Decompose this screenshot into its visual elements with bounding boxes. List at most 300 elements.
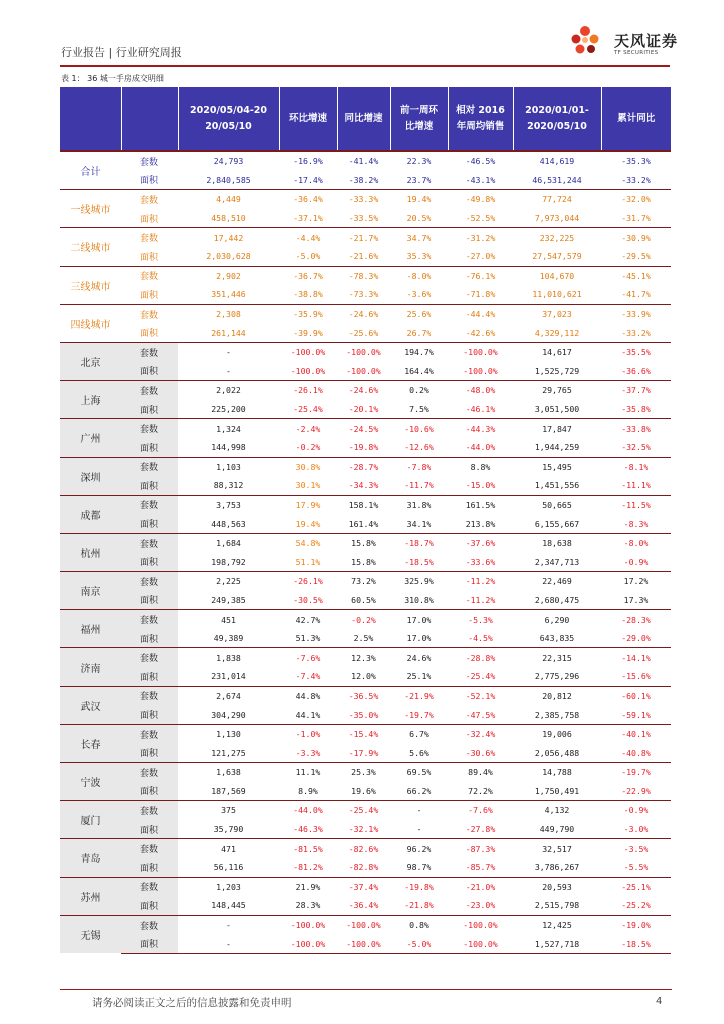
table-row [60, 782, 671, 801]
table-cell: -5.3% [448, 610, 513, 629]
table-cell: -33.6% [465, 556, 496, 567]
table-cell: -100.0% [337, 915, 390, 934]
table-cell: - [178, 342, 279, 361]
table-row [60, 743, 671, 762]
table-cell: 17.0% [390, 610, 448, 629]
table-cell: 23.7% [406, 174, 432, 185]
table-cell: -8.0% [390, 266, 448, 285]
table-cell: -1.0% [279, 724, 337, 743]
table-cell: 88,312 [213, 480, 244, 491]
col-header-city [60, 87, 121, 151]
table-cell: 19.4% [390, 190, 448, 209]
table-cell: -12.6% [404, 442, 434, 453]
table-cell: -42.6% [465, 327, 496, 338]
metric-label: 面积 [121, 552, 178, 571]
col-header-cum-yoy: 累计同比 [601, 87, 671, 151]
table-cell: -100.0% [448, 934, 513, 953]
table-cell: -16.9% [293, 156, 323, 167]
table-cell: 30.1% [295, 480, 321, 491]
table-cell: -35.8% [621, 404, 651, 415]
table-row [60, 533, 671, 552]
table-cell: -29.0% [621, 633, 651, 644]
table-cell: 2,225 [178, 572, 279, 591]
table-cell: 50,665 [513, 495, 601, 514]
table-cell: 1,451,556 [534, 480, 580, 491]
table-row [60, 285, 671, 304]
table-cell: 6,155,667 [534, 518, 580, 529]
table-cell: -37.6% [448, 533, 513, 552]
table-cell: 449,790 [539, 824, 575, 835]
table-cell: -41.7% [621, 289, 651, 300]
table-row [60, 400, 671, 419]
table-cell: -82.6% [337, 839, 390, 858]
table-cell: -25.2% [621, 900, 651, 911]
table-cell: -7.6% [448, 801, 513, 820]
city-name: 武汉 [60, 686, 121, 724]
metric-label: 套数 [121, 839, 178, 858]
table-cell: -81.2% [293, 862, 323, 873]
table-cell: -11.2% [465, 594, 496, 605]
table-cell: 1,750,491 [534, 785, 580, 796]
table-cell: 232,225 [513, 228, 601, 247]
table-cell: -8.1% [601, 457, 671, 476]
metric-label: 面积 [121, 514, 178, 533]
table-cell: -100.0% [346, 365, 381, 376]
table-cell: -3.5% [601, 839, 671, 858]
table-cell: -59.1% [621, 709, 651, 720]
table-cell: -11.1% [621, 480, 651, 491]
table-cell: -45.1% [601, 266, 671, 285]
table-cell: 26.7% [406, 327, 432, 338]
metric-label: 面积 [121, 896, 178, 915]
metric-label: 套数 [121, 266, 178, 285]
metric-label: 套数 [121, 648, 178, 667]
table-cell: -33.3% [337, 190, 390, 209]
table-cell: -60.1% [601, 686, 671, 705]
city-name: 长春 [60, 724, 121, 762]
table-cell: 22,315 [513, 648, 601, 667]
table-cell: 1,203 [178, 877, 279, 896]
table-cell: 4,449 [178, 190, 279, 209]
table-cell: 96.2% [390, 839, 448, 858]
table-cell: -18.7% [390, 533, 448, 552]
table-cell: -11.5% [601, 495, 671, 514]
table-row [60, 362, 671, 381]
table-cell: 414,619 [539, 156, 575, 167]
table-cell: -37.7% [601, 381, 671, 400]
table-row [60, 266, 671, 285]
table-cell: 471 [178, 839, 279, 858]
table-cell: 0.2% [390, 381, 448, 400]
table-cell: 198,792 [211, 556, 246, 567]
table-cell: -40.1% [601, 724, 671, 743]
table-cell: 17,847 [513, 419, 601, 438]
table-row [60, 438, 671, 457]
table-cell: -78.3% [337, 266, 390, 285]
city-name: 青岛 [60, 839, 121, 877]
table-cell: 21.9% [279, 877, 337, 896]
col-header-metric [121, 87, 178, 151]
metric-label: 套数 [121, 381, 178, 400]
table-cell: -3.6% [406, 289, 432, 300]
table-cell: 1,838 [178, 648, 279, 667]
table-cell: 2,680,475 [534, 594, 580, 605]
table-row [60, 667, 671, 686]
table-cell: 11,010,621 [532, 289, 582, 300]
metric-label: 面积 [140, 252, 159, 263]
table-cell: -21.7% [337, 228, 390, 247]
table-cell: 34.1% [406, 518, 432, 529]
table-cell: 60.5% [351, 594, 376, 605]
table-cell: -25.4% [465, 671, 496, 682]
table-cell: 22.3% [406, 156, 432, 167]
table-cell: -26.1% [279, 572, 337, 591]
table-cell: -19.7% [404, 709, 434, 720]
metric-label: 面积 [121, 362, 178, 381]
table-row [60, 629, 671, 648]
table-header-row [60, 87, 671, 151]
table-cell: 19,006 [513, 724, 601, 743]
table-cell: -24.6% [337, 304, 390, 323]
table-cell: -44.0% [465, 442, 496, 453]
table-cell: 19.6% [351, 785, 376, 796]
table-cell: 35.3% [406, 251, 432, 262]
table-cell: -28.3% [601, 610, 671, 629]
table-cell: -46.3% [293, 824, 323, 835]
table-row [60, 877, 671, 896]
table-cell: -27.0% [465, 251, 496, 262]
table-cell: 12.3% [337, 648, 390, 667]
table-cell: -19.8% [348, 442, 379, 453]
table-cell: 6.7% [390, 724, 448, 743]
table-cell: -32.5% [621, 442, 651, 453]
table-row [60, 724, 671, 743]
metric-label: 面积 [121, 782, 178, 801]
table-cell: -52.1% [448, 686, 513, 705]
table-cell: 158.1% [337, 495, 390, 514]
table-cell: -41.4% [348, 156, 379, 167]
table-cell: -100.0% [463, 365, 498, 376]
metric-label: 面积 [121, 858, 178, 877]
table-cell: -19.0% [601, 915, 671, 934]
table-cell: -17.4% [293, 174, 323, 185]
city-name: 成都 [60, 495, 121, 533]
metric-label: 套数 [121, 801, 178, 820]
table-cell: 17.0% [406, 633, 432, 644]
col-header-yoy-text: 同比增速 [344, 112, 383, 124]
table-cell: -36.6% [621, 365, 651, 376]
table-cell: -27.8% [465, 824, 496, 835]
table-cell: -7.6% [279, 648, 337, 667]
table-cell: 32,517 [513, 839, 601, 858]
table-row [60, 209, 671, 228]
table-row [60, 648, 671, 667]
city-name: 四线城市 [60, 304, 121, 342]
table-cell: -7.8% [390, 457, 448, 476]
table-cell: -73.3% [348, 289, 379, 300]
table-cell: 121,275 [211, 747, 246, 758]
table-cell: -0.2% [295, 442, 321, 453]
table-cell: -17.9% [348, 747, 379, 758]
table-cell: -8.0% [601, 533, 671, 552]
table-cell: 11.1% [279, 763, 337, 782]
table-cell: -39.9% [293, 327, 323, 338]
table-cell: 1,130 [178, 724, 279, 743]
table-cell: 448,563 [211, 518, 246, 529]
table-cell: 25.1% [406, 671, 432, 682]
table-cell: -31.2% [448, 228, 513, 247]
table-cell: 25.6% [390, 304, 448, 323]
table-cell: -11.7% [404, 480, 434, 491]
table-row [60, 247, 671, 266]
table-cell: 77,724 [513, 190, 601, 209]
table-cell: -5.0% [295, 251, 321, 262]
metric-label: 套数 [121, 419, 178, 438]
city-name: 二线城市 [60, 228, 121, 266]
table-cell: -19.8% [390, 877, 448, 896]
table-row [60, 495, 671, 514]
table-row [60, 476, 671, 495]
table-cell: -21.0% [448, 877, 513, 896]
col-header-vs2016 [448, 87, 513, 151]
table-cell: 231,014 [211, 671, 246, 682]
table-cell: -22.9% [621, 785, 651, 796]
table-cell: -32.4% [448, 724, 513, 743]
metric-label: 套数 [121, 228, 178, 247]
metric-label: 套数 [121, 304, 178, 323]
footer-disclaimer: 请务必阅读正文之后的信息披露和免责申明 [92, 997, 292, 1009]
table-cell: 28.3% [295, 900, 321, 911]
city-name: 一线城市 [60, 190, 121, 228]
table-cell: -37.1% [293, 213, 323, 224]
table-cell: - [178, 915, 279, 934]
table-cell: -100.0% [279, 915, 337, 934]
table-cell: -85.7% [465, 862, 496, 873]
table-cell: -24.6% [337, 381, 390, 400]
table-cell: -33.8% [601, 419, 671, 438]
table-cell: 2,385,758 [534, 709, 580, 720]
table-cell: -38.2% [348, 174, 379, 185]
table-cell: 164.4% [404, 365, 434, 376]
table-cell: 20.5% [406, 213, 432, 224]
table-cell: 17,442 [178, 228, 279, 247]
table-cell: 6,290 [513, 610, 601, 629]
table-cell: 1,684 [178, 533, 279, 552]
table-cell: -36.5% [337, 686, 390, 705]
table-cell: 89.4% [448, 763, 513, 782]
table-cell: 261,144 [211, 327, 246, 338]
table-cell: 17.2% [601, 572, 671, 591]
table-cell: -87.3% [448, 839, 513, 858]
table-cell: 73.2% [337, 572, 390, 591]
metric-label: 套数 [140, 157, 159, 168]
table-cell: 161.4% [348, 518, 379, 529]
metric-label: 面积 [121, 934, 178, 953]
table-cell: -0.9% [623, 556, 649, 567]
table-cell: 7,973,044 [534, 213, 580, 224]
table-cell: 310.8% [404, 594, 434, 605]
table-cell: -30.9% [601, 228, 671, 247]
table-cell: 54.8% [279, 533, 337, 552]
table-cell: -40.8% [621, 747, 651, 758]
table-cell: 17.9% [279, 495, 337, 514]
table-cell: -100.0% [448, 342, 513, 361]
table-row [60, 686, 671, 705]
metric-label: 面积 [121, 438, 178, 457]
table-cell: -18.5% [601, 934, 671, 953]
city-name: 广州 [60, 419, 121, 457]
table-cell: 458,510 [211, 213, 246, 224]
table-cell: 29,765 [513, 381, 601, 400]
col-header-ytd [513, 87, 601, 151]
city-name: 南京 [60, 572, 121, 610]
page-number: 4 [656, 996, 663, 1007]
table-cell: 51.1% [295, 556, 321, 567]
city-name: 深圳 [60, 457, 121, 495]
table-cell: -21.9% [390, 686, 448, 705]
table-cell: 69.5% [390, 763, 448, 782]
table-cell: -44.0% [279, 801, 337, 820]
table-cell: -100.0% [337, 934, 390, 953]
metric-label: 面积 [140, 290, 159, 301]
table-row [60, 591, 671, 610]
table-cell: -35.0% [348, 709, 379, 720]
city-name: 无锡 [60, 915, 121, 953]
table-cell: -23.0% [465, 900, 496, 911]
table-cell: - [416, 824, 422, 835]
city-name: 杭州 [60, 533, 121, 571]
col-header-yoy [337, 87, 390, 151]
table-cell: 30.8% [279, 457, 337, 476]
table-cell: -25.6% [348, 327, 379, 338]
city-name: 苏州 [60, 877, 121, 915]
table-row [60, 342, 671, 361]
table-cell: 0.8% [390, 915, 448, 934]
col-header-wow-text: 环比增速 [288, 112, 327, 124]
logo-name: 天风证券 [614, 32, 679, 50]
table-cell: 15.8% [337, 533, 390, 552]
table-row [60, 151, 671, 171]
table-cell: -4.4% [279, 228, 337, 247]
city-name: 合计 [80, 167, 101, 179]
metric-label: 面积 [140, 329, 159, 340]
table-cell: -15.6% [621, 671, 651, 682]
table-cell: -28.8% [448, 648, 513, 667]
table-cell: 2,347,713 [534, 556, 580, 567]
table-cell: 213.8% [465, 518, 496, 529]
table-row [60, 820, 671, 839]
table-cell: -4.5% [468, 633, 493, 644]
table-cell: 2,902 [178, 266, 279, 285]
metric-label: 套数 [121, 533, 178, 552]
table-cell: 1,103 [178, 457, 279, 476]
table-cell: 1,527,718 [513, 934, 601, 953]
table-cell: -36.7% [279, 266, 337, 285]
metric-label: 套数 [121, 686, 178, 705]
table-cell: -35.9% [279, 304, 337, 323]
table-cell: 31.8% [390, 495, 448, 514]
col-header-week [178, 87, 279, 151]
table-cell: -20.1% [348, 404, 379, 415]
table-cell: 98.7% [406, 862, 432, 873]
table-row [60, 915, 671, 934]
metric-label: 套数 [121, 495, 178, 514]
metric-label: 套数 [121, 190, 178, 209]
col-header-prev-wow-text: 前一周环比增速 [399, 104, 438, 132]
table-cell: -82.8% [348, 862, 379, 873]
table-row [60, 763, 671, 782]
table-cell: 20,812 [513, 686, 601, 705]
table-cell: -47.5% [465, 709, 496, 720]
table-cell: 15.8% [351, 556, 376, 567]
table-cell: 24.6% [390, 648, 448, 667]
city-name: 福州 [60, 610, 121, 648]
table-cell: 27,547,579 [532, 251, 582, 262]
logo-english: TF SECURITIES [614, 50, 659, 56]
table-cell: -33.2% [621, 174, 651, 185]
table-cell: -49.8% [448, 190, 513, 209]
table-cell: 104,670 [513, 266, 601, 285]
table-cell: -24.5% [337, 419, 390, 438]
table-cell: -14.1% [601, 648, 671, 667]
table-cell: -5.5% [623, 862, 649, 873]
table-cell: 249,385 [211, 594, 246, 605]
table-cell: 44.8% [279, 686, 337, 705]
metric-label: 面积 [140, 214, 159, 225]
col-header-ytd-text: 2020/01/01-2020/05/10 [525, 104, 589, 132]
table-cell: -33.9% [601, 304, 671, 323]
table-cell: 225,200 [211, 404, 246, 415]
table-cell: 51.3% [295, 633, 321, 644]
table-cell: -25.1% [601, 877, 671, 896]
table-cell: -31.7% [621, 213, 651, 224]
table-cell: 25.3% [337, 763, 390, 782]
city-name: 厦门 [60, 801, 121, 839]
table-cell: -7.4% [295, 671, 321, 682]
table-cell: 2.5% [353, 633, 374, 644]
table-cell: -36.4% [279, 190, 337, 209]
table-cell: 5.6% [409, 747, 429, 758]
col-header-vs2016-text: 相对 2016 年周均销售 [456, 104, 505, 132]
table-cell: -52.5% [465, 213, 496, 224]
table-cell: 8.9% [298, 785, 318, 796]
table-cell: -100.0% [290, 365, 326, 376]
table-cell: 3,786,267 [534, 862, 580, 873]
table-cell: - [226, 365, 231, 376]
table-cell: -44.4% [448, 304, 513, 323]
table-cell: 161.5% [448, 495, 513, 514]
table-cell: 1,638 [178, 763, 279, 782]
table-cell: 24,793 [213, 156, 244, 167]
table-cell: 351,446 [211, 289, 246, 300]
table-cell: -21.6% [348, 251, 379, 262]
table-cell: 34.7% [390, 228, 448, 247]
table-row [60, 705, 671, 724]
table-cell: 12,425 [513, 915, 601, 934]
table-cell: 2,030,628 [206, 251, 251, 262]
table-cell: -35.5% [601, 342, 671, 361]
table-cell: 66.2% [406, 785, 432, 796]
table-cell: 12.0% [351, 671, 376, 682]
table-row [60, 572, 671, 591]
table-cell: -15.4% [337, 724, 390, 743]
table-cell: -11.2% [448, 572, 513, 591]
table-cell: -76.1% [448, 266, 513, 285]
table-row [60, 228, 671, 247]
metric-label: 面积 [121, 476, 178, 495]
table-cell: -43.1% [465, 174, 496, 185]
table-cell: 14,788 [513, 763, 601, 782]
